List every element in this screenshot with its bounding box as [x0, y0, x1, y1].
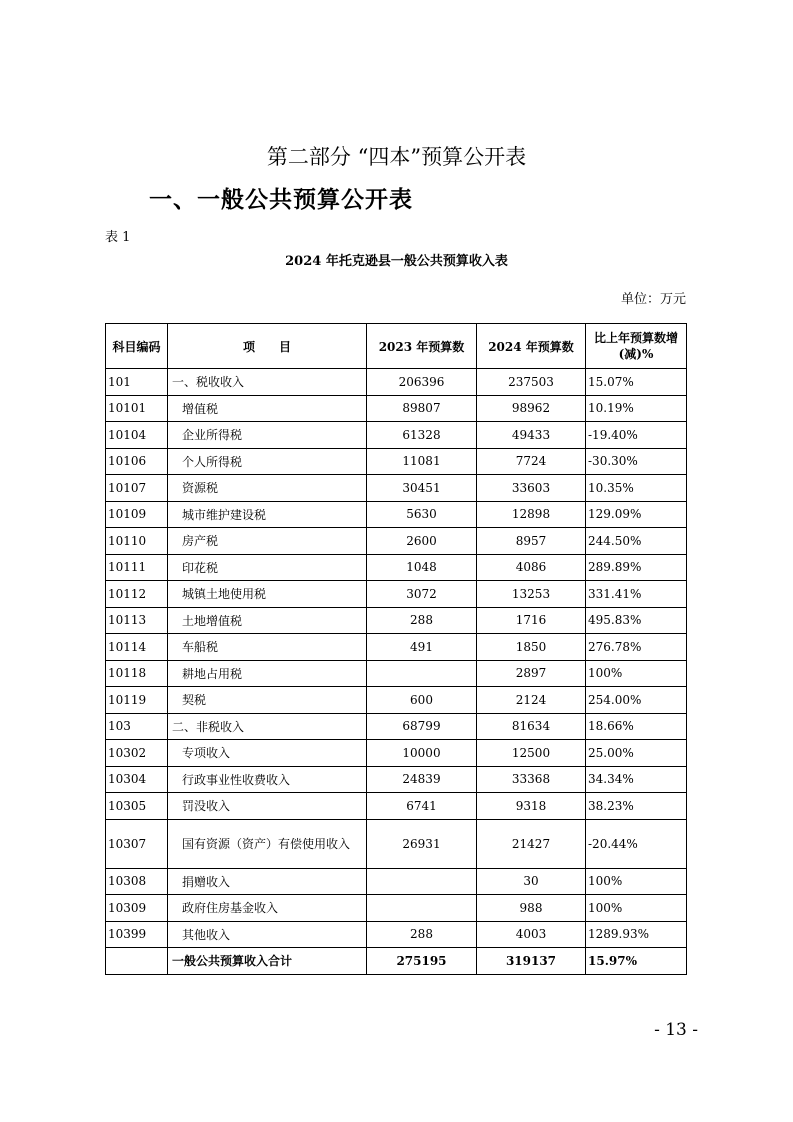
table-title: 2024 年托克逊县一般公共预算收入表 [285, 254, 508, 269]
row-2023: 491 [367, 634, 477, 661]
row-change: 276.78% [586, 634, 687, 661]
header-2023: 2023 年预算数 [367, 324, 477, 369]
row-2024: 12500 [477, 740, 586, 767]
row-item: 城市维护建设税 [168, 501, 367, 528]
row-code: 101 [106, 369, 168, 396]
total-item: 一般公共预算收入合计 [168, 948, 367, 975]
row-item: 专项收入 [168, 740, 367, 767]
row-2024: 1850 [477, 634, 586, 661]
row-code: 10101 [106, 395, 168, 422]
row-code: 10114 [106, 634, 168, 661]
unit-label: 单位：万元 [620, 292, 686, 307]
row-change: 289.89% [586, 554, 687, 581]
row-item: 土地增值税 [168, 607, 367, 634]
table-row [106, 528, 687, 555]
row-2024: 4003 [477, 921, 586, 948]
row-2023: 61328 [367, 422, 477, 449]
row-change: 10.19% [586, 395, 687, 422]
row-change: 495.83% [586, 607, 687, 634]
row-2023: 3072 [367, 581, 477, 608]
total-code [106, 948, 168, 975]
row-2023: 5630 [367, 501, 477, 528]
row-2023: 600 [367, 687, 477, 714]
row-change: 254.00% [586, 687, 687, 714]
row-change: 100% [586, 895, 687, 922]
row-change: -19.40% [586, 422, 687, 449]
row-change: 34.34% [586, 766, 687, 793]
row-change: 244.50% [586, 528, 687, 555]
table-total-row [106, 948, 687, 975]
header-item: 项 目 [168, 324, 367, 369]
table-row [106, 475, 687, 502]
row-2024: 49433 [477, 422, 586, 449]
row-2023: 10000 [367, 740, 477, 767]
row-change: 129.09% [586, 501, 687, 528]
row-code: 10113 [106, 607, 168, 634]
row-2024: 21427 [477, 819, 586, 868]
budget-table [105, 323, 687, 975]
table-row [106, 766, 687, 793]
part-title: 第二部分 “四本”预算公开表 [266, 145, 527, 169]
row-change: 1289.93% [586, 921, 687, 948]
row-code: 10106 [106, 448, 168, 475]
row-item: 其他收入 [168, 921, 367, 948]
row-2023: 288 [367, 607, 477, 634]
row-2023: 6741 [367, 793, 477, 820]
table-body [106, 369, 687, 975]
row-2023: 26931 [367, 819, 477, 868]
table-row [106, 634, 687, 661]
header-code: 科目编码 [106, 324, 168, 369]
table-row [106, 607, 687, 634]
row-2024: 81634 [477, 713, 586, 740]
row-change: 18.66% [586, 713, 687, 740]
row-change: 100% [586, 868, 687, 895]
table-label: 表 1 [105, 230, 131, 245]
row-item: 政府住房基金收入 [168, 895, 367, 922]
row-2023 [367, 660, 477, 687]
table-header-row [106, 324, 687, 369]
table-row [106, 793, 687, 820]
row-2023: 68799 [367, 713, 477, 740]
row-2023: 288 [367, 921, 477, 948]
table-row [106, 448, 687, 475]
row-2024: 4086 [477, 554, 586, 581]
row-2024: 7724 [477, 448, 586, 475]
row-code: 10119 [106, 687, 168, 714]
table-row [106, 369, 687, 396]
row-code: 10107 [106, 475, 168, 502]
row-code: 10309 [106, 895, 168, 922]
row-item: 城镇土地使用税 [168, 581, 367, 608]
row-2024: 2897 [477, 660, 586, 687]
table-row [106, 895, 687, 922]
table-row [106, 660, 687, 687]
row-item: 二、非税收入 [168, 713, 367, 740]
row-2023 [367, 868, 477, 895]
row-item: 房产税 [168, 528, 367, 555]
row-code: 10111 [106, 554, 168, 581]
row-item: 企业所得税 [168, 422, 367, 449]
row-2023: 206396 [367, 369, 477, 396]
row-item: 个人所得税 [168, 448, 367, 475]
row-code: 10307 [106, 819, 168, 868]
row-2024: 988 [477, 895, 586, 922]
row-item: 国有资源（资产）有偿使用收入 [168, 819, 367, 868]
row-code: 10302 [106, 740, 168, 767]
row-2023: 89807 [367, 395, 477, 422]
row-change: 100% [586, 660, 687, 687]
row-code: 10110 [106, 528, 168, 555]
row-code: 10304 [106, 766, 168, 793]
header-change: 比上年预算数增(减)% [586, 324, 687, 369]
row-2023: 2600 [367, 528, 477, 555]
table-row [106, 713, 687, 740]
row-code: 10112 [106, 581, 168, 608]
row-change: -20.44% [586, 819, 687, 868]
table-row [106, 581, 687, 608]
row-2024: 33603 [477, 475, 586, 502]
table-row [106, 921, 687, 948]
page-number: - 13 - [654, 1020, 698, 1040]
row-code: 10305 [106, 793, 168, 820]
table-row [106, 740, 687, 767]
table-row [106, 422, 687, 449]
row-2024: 13253 [477, 581, 586, 608]
row-2024: 9318 [477, 793, 586, 820]
row-2023: 1048 [367, 554, 477, 581]
row-code: 10104 [106, 422, 168, 449]
row-2024: 8957 [477, 528, 586, 555]
table-row [106, 395, 687, 422]
row-change: 38.23% [586, 793, 687, 820]
total-2023: 275195 [367, 948, 477, 975]
row-item: 增值税 [168, 395, 367, 422]
table-row [106, 554, 687, 581]
table-row [106, 819, 687, 868]
row-2024: 33368 [477, 766, 586, 793]
total-change: 15.97% [586, 948, 687, 975]
table-row [106, 687, 687, 714]
row-2023: 30451 [367, 475, 477, 502]
row-item: 耕地占用税 [168, 660, 367, 687]
row-item: 捐赠收入 [168, 868, 367, 895]
row-item: 印花税 [168, 554, 367, 581]
row-change: 15.07% [586, 369, 687, 396]
row-change: 10.35% [586, 475, 687, 502]
row-2024: 98962 [477, 395, 586, 422]
row-change: -30.30% [586, 448, 687, 475]
section-title: 一、一般公共预算公开表 [149, 187, 413, 213]
row-code: 10308 [106, 868, 168, 895]
row-item: 行政事业性收费收入 [168, 766, 367, 793]
row-item: 罚没收入 [168, 793, 367, 820]
row-2023: 24839 [367, 766, 477, 793]
row-code: 10109 [106, 501, 168, 528]
row-2023: 11081 [367, 448, 477, 475]
table-row [106, 501, 687, 528]
row-change: 25.00% [586, 740, 687, 767]
row-2024: 30 [477, 868, 586, 895]
row-change: 331.41% [586, 581, 687, 608]
row-code: 10118 [106, 660, 168, 687]
row-2024: 237503 [477, 369, 586, 396]
row-2024: 2124 [477, 687, 586, 714]
row-item: 契税 [168, 687, 367, 714]
header-2024: 2024 年预算数 [477, 324, 586, 369]
row-code: 10399 [106, 921, 168, 948]
table-row [106, 868, 687, 895]
row-2024: 12898 [477, 501, 586, 528]
row-code: 103 [106, 713, 168, 740]
row-item: 车船税 [168, 634, 367, 661]
row-item: 一、税收收入 [168, 369, 367, 396]
row-item: 资源税 [168, 475, 367, 502]
row-2024: 1716 [477, 607, 586, 634]
total-2024: 319137 [477, 948, 586, 975]
row-2023 [367, 895, 477, 922]
